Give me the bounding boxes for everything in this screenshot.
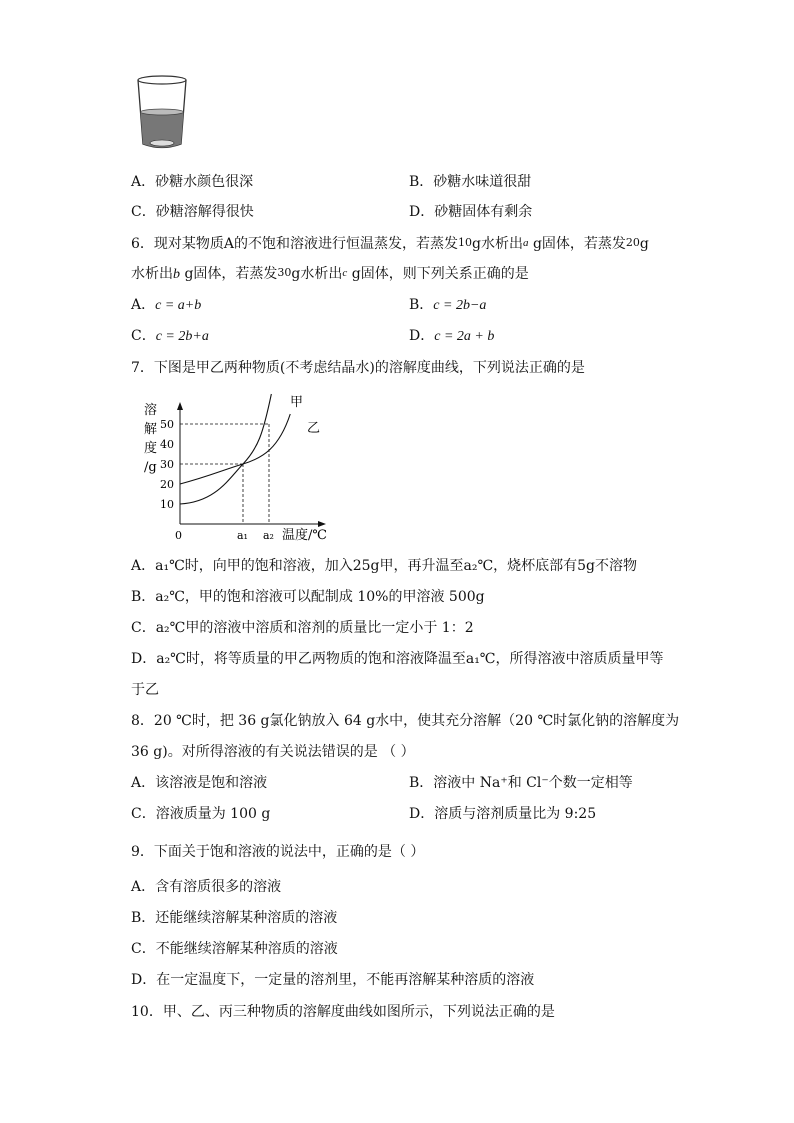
q9-stem: 9．下面关于饱和溶液的说法中，正确的是（ ）: [131, 844, 425, 860]
y-tick-label: 30: [160, 458, 174, 471]
q7-option-b[interactable]: B．a₂℃，甲的饱和溶液可以配制成 10%的甲溶液 500g: [131, 589, 485, 605]
y-axis-label: 溶: [144, 403, 158, 418]
solubility-chart: [140, 390, 350, 545]
q6-option-c[interactable]: C．c = 2b+a: [131, 328, 209, 344]
q6-stem-line-1: 6．现对某物质A的不饱和溶液进行恒温蒸发，若蒸发10g水析出a g固体，若蒸发20g: [131, 236, 649, 252]
q8-option-a[interactable]: A．该溶液是饱和溶液: [131, 775, 268, 791]
q6-option-a[interactable]: A．c = a+b: [131, 297, 202, 313]
q9-option-c[interactable]: C．不能继续溶解某种溶质的溶液: [131, 941, 338, 957]
q5-option-c[interactable]: C．砂糖溶解得很快: [131, 204, 254, 220]
q9-option-a[interactable]: A．含有溶质很多的溶液: [131, 879, 282, 895]
q6-option-b[interactable]: B．c = 2b−a: [409, 297, 487, 313]
q7-option-c[interactable]: C．a₂℃甲的溶液中溶质和溶剂的质量比一定小于 1：2: [131, 620, 474, 636]
y-axis-label: 解: [144, 422, 158, 437]
y-tick-label: 50: [160, 418, 174, 431]
x-tick-label: a₁: [237, 529, 248, 542]
q8-option-b[interactable]: B．溶液中 Na⁺和 Cl⁻个数一定相等: [409, 775, 633, 791]
y-tick-label: 20: [160, 478, 174, 491]
beaker-figure: [134, 72, 194, 152]
q7-option-d-line-2: 于乙: [131, 682, 159, 698]
solution-surface: [141, 109, 184, 115]
q7-stem: 7．下图是甲乙两种物质(不考虑结晶水)的溶解度曲线，下列说法正确的是: [131, 360, 585, 376]
q6-option-d[interactable]: D．c = 2a + b: [409, 328, 495, 344]
beaker-rim: [138, 76, 186, 84]
q9-option-d[interactable]: D．在一定温度下，一定量的溶剂里，不能再溶解某种溶质的溶液: [131, 972, 535, 988]
y-axis-label: /g: [144, 460, 157, 475]
x-axis-label: 温度/℃: [282, 528, 327, 543]
y-tick-label: 10: [160, 498, 174, 511]
series-label-yi: 乙: [307, 421, 321, 436]
q5-option-a[interactable]: A．砂糖水颜色很深: [131, 174, 254, 190]
q8-stem-line-2: 36 g)。对所得溶液的有关说法错误的是 （ ）: [131, 744, 415, 760]
q7-option-d-line-1[interactable]: D．a₂℃时，将等质量的甲乙两物质的饱和溶液降温至a₁℃，所得溶液中溶质质量甲等: [131, 651, 664, 667]
y-tick-label: 40: [160, 438, 174, 451]
q5-option-b[interactable]: B．砂糖水味道很甜: [409, 174, 532, 190]
q5-option-d[interactable]: D．砂糖固体有剩余: [409, 204, 533, 220]
q8-stem-line-1: 8．20 ℃时，把 36 g氯化钠放入 64 g水中，使其充分溶解（20 ℃时氯化钠的溶解度为: [131, 713, 680, 729]
y-axis-label: 度: [144, 441, 158, 456]
q7-option-a[interactable]: A．a₁℃时，向甲的饱和溶液，加入25g甲，再升温至a₂℃，烧杯底部有5g不溶物: [131, 558, 637, 574]
q9-option-b[interactable]: B．还能继续溶解某种溶质的溶液: [131, 910, 338, 926]
origin-label: 0: [175, 529, 182, 542]
q10-stem: 10．甲、乙、丙三种物质的溶解度曲线如图所示，下列说法正确的是: [131, 1004, 555, 1020]
q6-stem-line-2: 水析出b g固体，若蒸发30g水析出c g固体，则下列关系正确的是: [131, 266, 529, 282]
series-jia-curve: [180, 394, 271, 504]
x-tick-label: a₂: [263, 529, 274, 542]
series-label-jia: 甲: [290, 395, 304, 410]
undissolved-sugar: [150, 140, 174, 146]
q8-option-d[interactable]: D．溶质与溶剂质量比为 9:25: [409, 806, 597, 822]
x-axis-arrow: [318, 521, 326, 527]
q8-option-c[interactable]: C．溶液质量为 100 g: [131, 806, 271, 822]
y-axis-arrow: [177, 402, 183, 410]
